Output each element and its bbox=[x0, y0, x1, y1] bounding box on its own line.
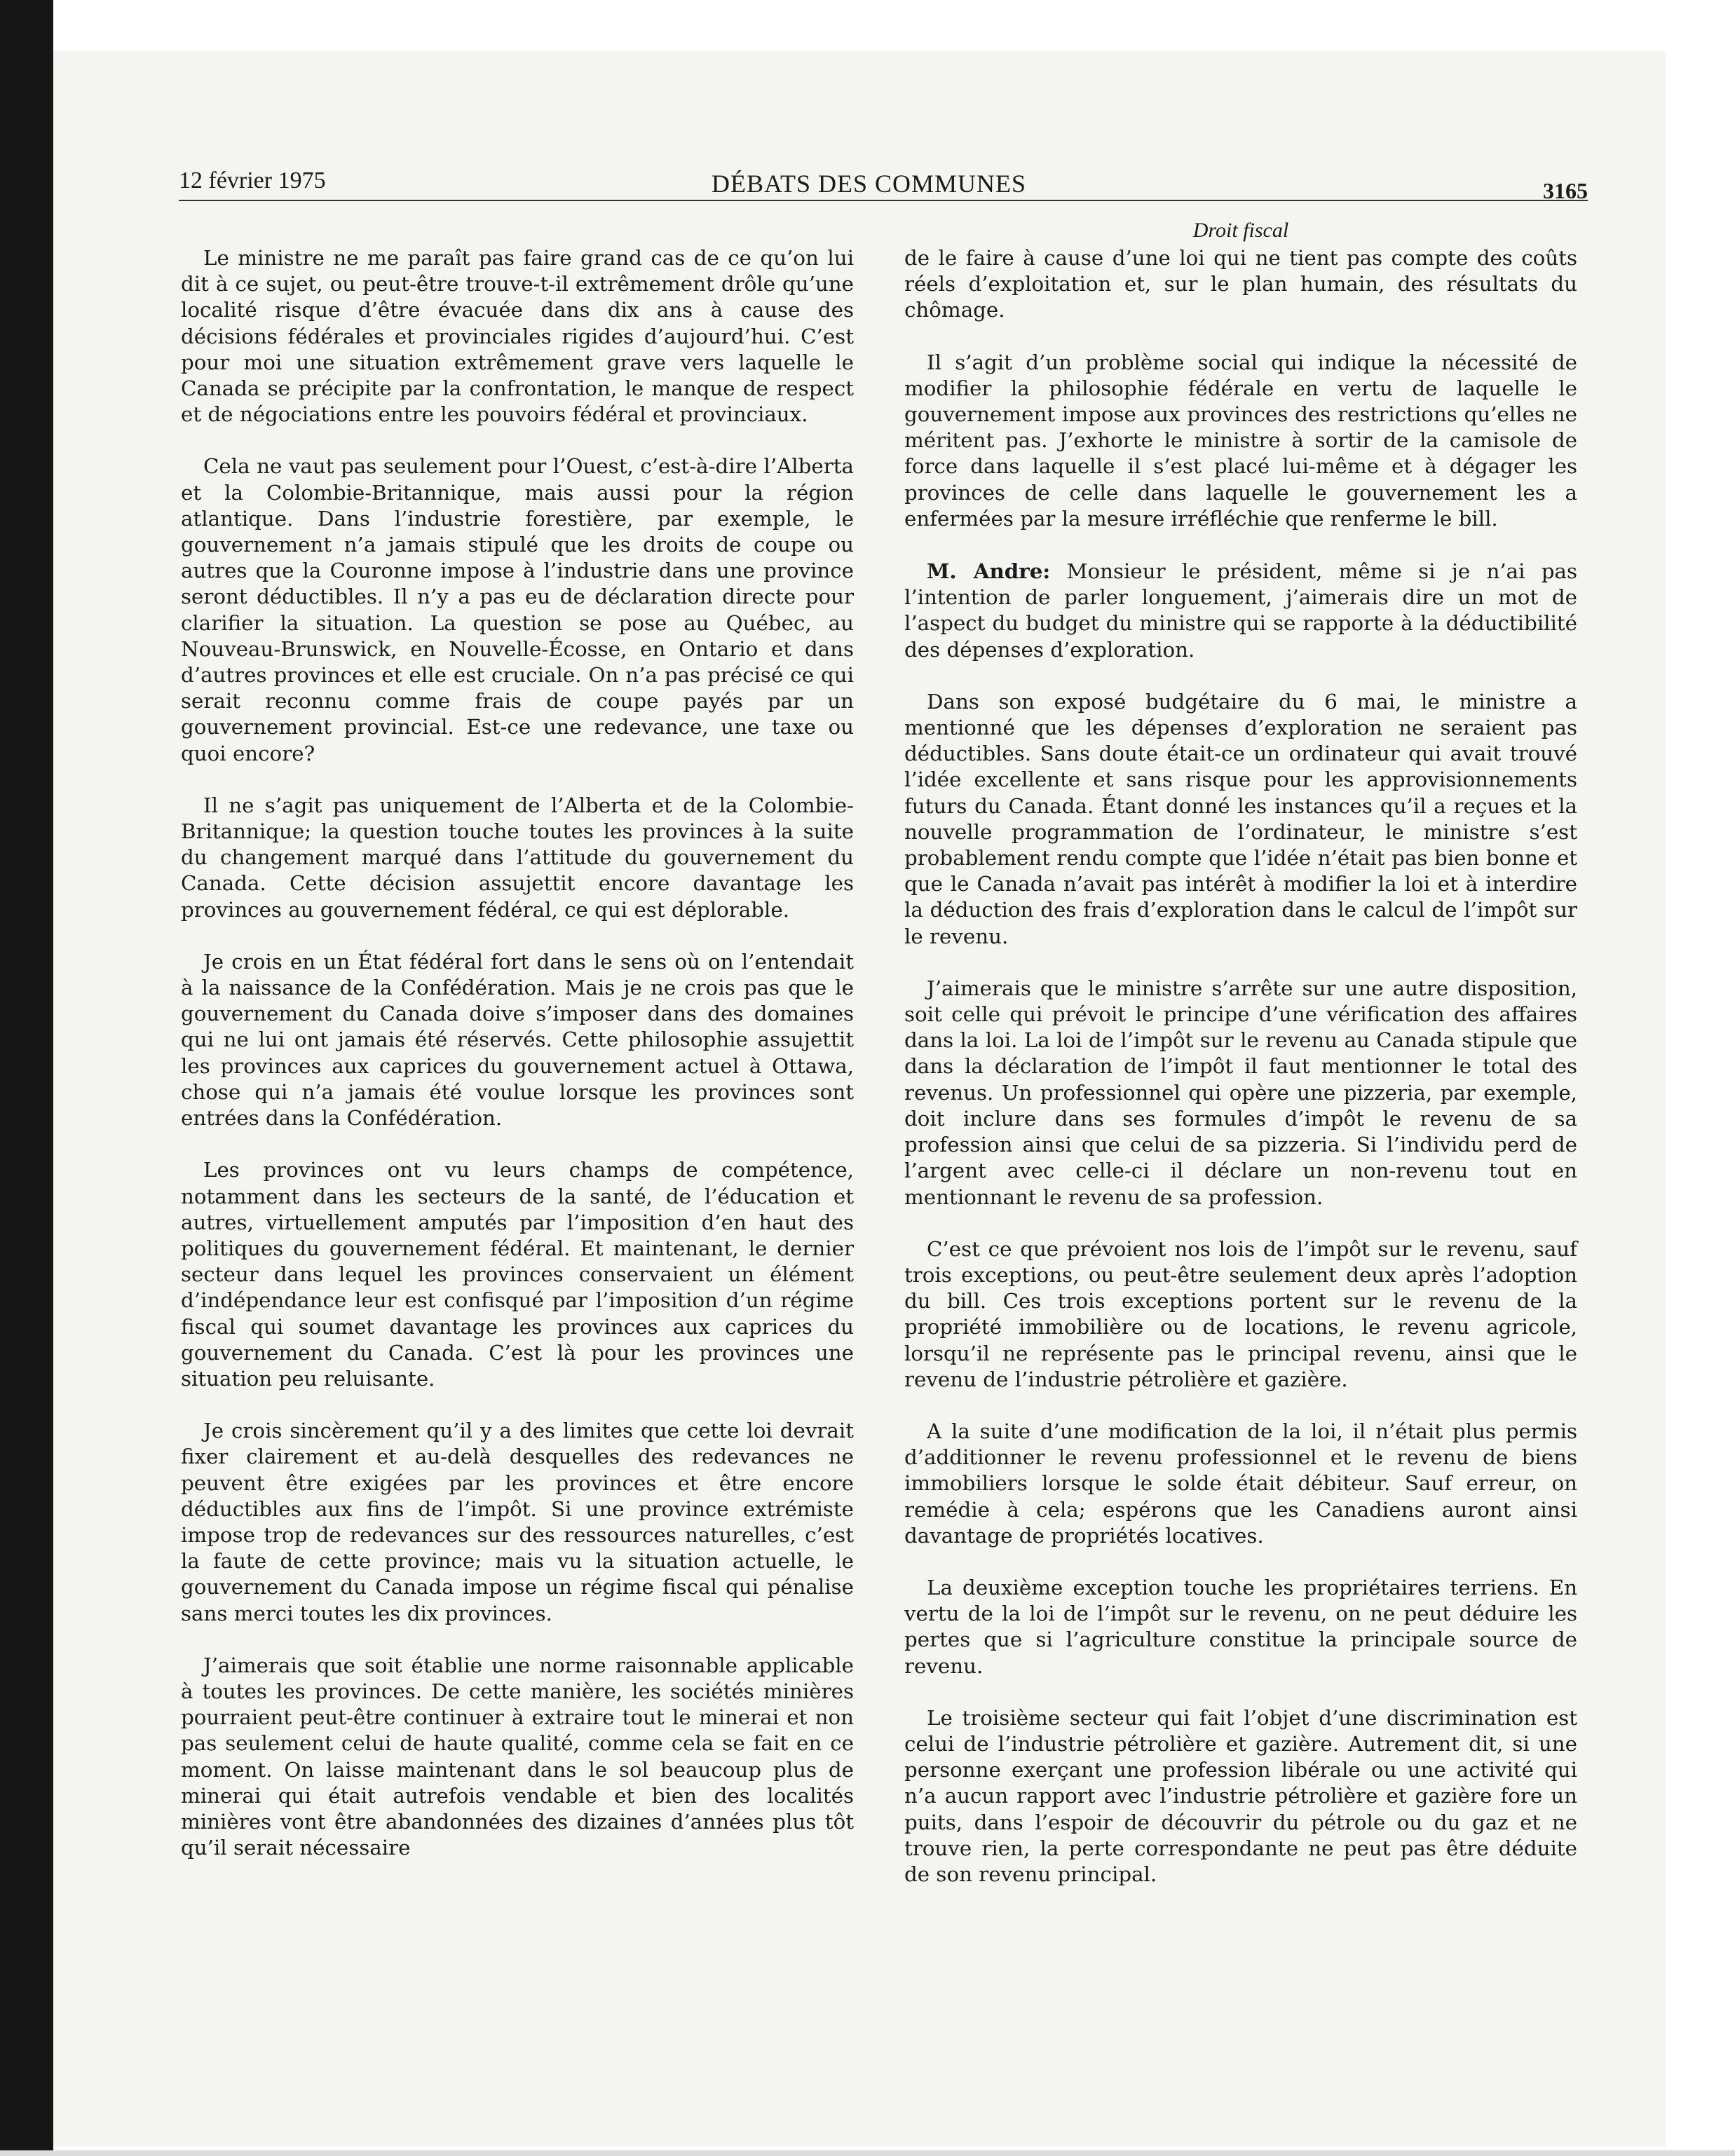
paragraph: Dans son exposé budgétaire du 6 mai, le ministre a mentionné que les dépenses d’exploration ne seraient pas déductibles. Sans doute était-ce un ordinateur qui avait trouvé l’idée excellente et sans risque pour les approvisionnements futurs du Canada. Étant donné les instances qu’il a reçues et la nouvelle programmation de l’ordinateur, le ministre s’est probablement rendu compte que l’idée n’était pas bien bonne et que le Canada n’avait pas intérêt à modifier la loi et à interdire la déduction des frais d’exploration dans le calcul de l’impôt sur le revenu. bbox=[904, 689, 1577, 948]
scan-border-bottom bbox=[0, 2150, 1735, 2156]
paragraph: Cela ne vaut pas seulement pour l’Ouest, c’est-à-dire l’Alberta et la Colombie-Britannique, mais aussi pour la région atlantique. Dans l’industrie forestière, par exemple, le gouvernement n’a jamais stipulé que les droits de coupe ou autres que la Couronne impose à l’industrie dans une province seront déductibles. Il n’y a pas eu de déclaration directe pour clarifier la situation. La question se pose au Québec, au Nouveau-Brunswick, en Nouvelle-Écosse, en Ontario et dans d’autres provinces et elle est cruciale. On n’a pas précisé ce qui serait reconnu comme frais de coupe payés par un gouvernement provincial. Est-ce une redevance, une taxe ou quoi encore? bbox=[181, 454, 854, 765]
right-column bbox=[904, 245, 1577, 1913]
paragraph: Je crois en un État fédéral fort dans le sens où on l’entendait à la naissance de la Confédération. Mais je ne crois pas que le gouvernement du Canada doive s’imposer dans des domaines qui ne lui ont jamais été réservés. Cette philosophie assujettit les provinces aux caprices du gouvernement actuel à Ottawa, chose qui n’a jamais été voulue lorsque les provinces sont entrées dans la Confédération. bbox=[181, 949, 854, 1131]
paragraph: Le troisième secteur qui fait l’objet d’une discrimination est celui de l’industrie pétrolière et gazière. Autrement dit, si une personne exerçant une profession libérale ou une activité qui n’a aucun rapport avec l’industrie pétrolière et gazière fore un puits, dans l’espoir de découvrir du pétrole ou du gaz et ne trouve rien, la perte correspondante ne peut pas être déduite de son revenu principal. bbox=[904, 1705, 1577, 1886]
scan-border-left bbox=[0, 0, 53, 2156]
paragraph: Le ministre ne me paraît pas faire grand cas de ce qu’on lui dit à ce sujet, ou peut-être trouve-t-il extrêmement drôle qu’une localité risque d’être évacuée dans dix ans à cause des décisions fédérales et provinciales rigides d’aujourd’hui. C’est pour moi une situation extrêmement grave vers laquelle le Canada se précipite par la confrontation, le manque de respect et de négociations entre les pouvoirs fédéral et provinciaux. bbox=[181, 246, 854, 427]
paragraph: J’aimerais que soit établie une norme raisonnable applicable à toutes les provinces. De cette manière, les sociétés minières pourraient peut-être continuer à extraire tout le minerai et non pas seulement celui de haute qualité, comme cela se fait en ce moment. On laisse maintenant dans le sol beaucoup plus de minerai qui était autrefois vendable et bien des localités minières vont être abandonnées des dizaines d’années plus tôt qu’il serait nécessaire bbox=[181, 1653, 854, 1860]
speech-text: Monsieur le président, même si je n’ai pas l’intention de parler longuement, j’aimerais dire un mot de l’aspect du budget du ministre qui se rapporte à la déductibilité des dépenses d’exploration. bbox=[904, 559, 1577, 662]
left-column bbox=[181, 245, 854, 1887]
section-subheader: Droit fiscal bbox=[1192, 219, 1289, 242]
page-header bbox=[179, 158, 1588, 201]
paragraph: Je crois sincèrement qu’il y a des limites que cette loi devrait fixer clairement et au-delà desquelles des redevances ne peuvent être exigées par les provinces et être encore déductibles aux fins de l’impôt. Si une province extrémiste impose trop de redevances sur des ressources naturelles, c’est la faute de cette province; mais vu la situation actuelle, le gouvernement du Canada impose un régime fiscal qui pénalise sans merci toutes les dix provinces. bbox=[181, 1419, 854, 1625]
paragraph: La deuxième exception touche les propriétaires terriens. En vertu de la loi de l’impôt sur le revenu, on ne peut déduire les pertes que si l’agriculture constitue la principale source de revenu. bbox=[904, 1575, 1577, 1678]
paragraph-continuation: de le faire à cause d’une loi qui ne tient pas compte des coûts réels d’exploitation et, sur le plan humain, des résultats du chômage. bbox=[904, 246, 1577, 322]
header-title: DÉBATS DES COMMUNES bbox=[712, 170, 1027, 198]
paragraph: C’est ce que prévoient nos lois de l’impôt sur le revenu, sauf trois exceptions, ou peut-être seulement deux après l’adoption du bill. Ces trois exceptions portent sur le revenu de la propriété immobilière ou de locations, le revenu agricole, lorsqu’il ne représente pas le principal revenu, ainsi que le revenu de l’industrie pétrolière et gazière. bbox=[904, 1236, 1577, 1391]
page-number: 3165 bbox=[1543, 178, 1588, 203]
paragraph: Il s’agit d’un problème social qui indique la nécessité de modifier la philosophie fédérale en vertu de laquelle le gouvernement impose aux provinces des restrictions qu’elles ne méritent pas. J’exhorte le ministre à sortir de la camisole de force dans laquelle il s’est placé lui-même et à dégager les provinces de celle dans laquelle le gouvernement les a enfermées par la mesure irréfléchie que renferme le bill. bbox=[904, 350, 1577, 531]
speaker-name: M. Andre: bbox=[927, 559, 1051, 584]
paragraph: Les provinces ont vu leurs champs de compétence, notamment dans les secteurs de la santé, de l’éducation et autres, virtuellement amputés par l’imposition d’en haut des politiques du gouvernement fédéral. Et maintenant, le dernier secteur dans lequel les provinces conservaient un élément d’indépendance leur est confisqué par l’imposition d’un régime fiscal qui soumet davantage les provinces aux caprices du gouvernement du Canada. C’est là pour les provinces une situation peu reluisante. bbox=[181, 1158, 854, 1391]
speech-paragraph bbox=[904, 558, 1577, 663]
header-date: 12 février 1975 bbox=[179, 168, 326, 193]
paragraph: A la suite d’une modification de la loi, il n’était plus permis d’additionner le revenu professionnel et le revenu de biens immobiliers lorsque le solde était débiteur. Sauf erreur, on remédie à cela; espérons que les Canadiens auront ainsi davantage de propriétés locatives. bbox=[904, 1419, 1577, 1548]
paragraph: Il ne s’agit pas uniquement de l’Alberta et de la Colombie-Britannique; la question touche toutes les provinces à la suite du changement marqué dans l’attitude du gouvernement du Canada. Cette décision assujettit encore davantage les provinces au gouvernement fédéral, ce qui est déplorable. bbox=[181, 793, 854, 922]
paragraph: J’aimerais que le ministre s’arrête sur une autre disposition, soit celle qui prévoit le principe d’une vérification des affaires dans la loi. La loi de l’impôt sur le revenu au Canada stipule que dans la déclaration de l’impôt il faut mentionner le total des revenus. Un professionnel qui opère une pizzeria, par exemple, doit inclure dans ses formules d’impôt le revenu de sa profession ainsi que celui de sa pizzeria. Si l’individu perd de l’argent avec celle-ci il déclare un non-revenu tout en mentionnant le revenu de sa profession. bbox=[904, 976, 1577, 1209]
